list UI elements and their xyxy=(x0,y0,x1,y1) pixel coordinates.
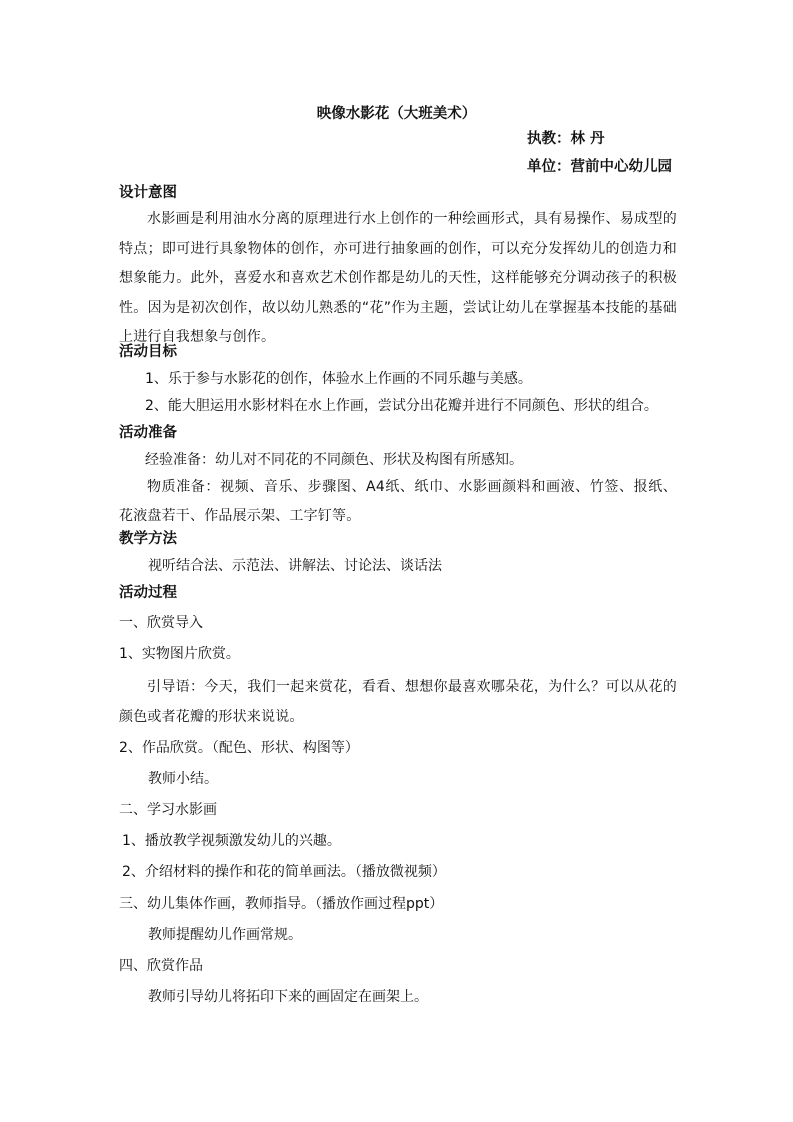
process-step: 一、欣赏导入 xyxy=(119,615,203,631)
teacher-line: 执教：林 丹 xyxy=(527,131,605,147)
prep-experience: 经验准备：幼儿对不同花的不同颜色、形状及构图有所感知。 xyxy=(145,452,523,468)
methods-text: 视听结合法、示范法、讲解法、讨论法、谈话法 xyxy=(148,558,442,574)
process-step: 三、幼儿集体作画，教师指导。（播放作画过程ppt） xyxy=(119,896,444,912)
design-paragraph: 水影画是利用油水分离的原理进行水上创作的一种绘画形式，具有易操作、易成型的特点；即可进行具象物体的创作，亦可进行抽象画的创作，可以充分发挥幼儿的创造力和想象能力。此外，喜爱水和喜欢艺术创作都是幼儿的天性，这样能够充分调动孩子的积极性。因为是初次创作，故以幼儿熟悉的“花”作为主题，尝试让幼儿在掌握基本技能的基础上进行自我想象与创作。 xyxy=(119,211,677,345)
prep-materials: 物质准备：视频、音乐、步骤图、A4纸、纸巾、水影画颜料和画液、竹签、报纸、花液盘若干、作品展示架、工字钉等。 xyxy=(119,479,677,524)
process-note: 教师引导幼儿将拓印下来的画固定在画架上。 xyxy=(148,989,428,1005)
process-step: 2、作品欣赏。（配色、形状、构图等） xyxy=(119,740,359,756)
process-step: 四、欣赏作品 xyxy=(119,958,203,974)
process-step: 1、实物图片欣赏。 xyxy=(119,646,240,662)
unit-line: 单位：营前中心幼儿园 xyxy=(527,159,672,175)
guide-paragraph: 引导语：今天，我们一起来赏花，看看、想想你最喜欢哪朵花，为什么？可以从花的颜色或者花瓣的形状来说说。 xyxy=(119,679,677,725)
process-note: 教师提醒幼儿作画常规。 xyxy=(148,927,302,943)
methods-heading: 教学方法 xyxy=(119,531,177,547)
document-title: 映像水影花（大班美术） xyxy=(316,106,477,122)
process-step: 2、介绍材料的操作和花的简单画法。（播放微视频） xyxy=(122,864,446,880)
prep-heading: 活动准备 xyxy=(119,425,177,441)
process-step: 二、学习水影画 xyxy=(119,802,217,818)
goals-heading: 活动目标 xyxy=(119,344,177,360)
process-step: 1、播放教学视频激发幼儿的兴趣。 xyxy=(122,833,341,849)
goal-item: 1、乐于参与水影花的创作，体验水上作画的不同乐趣与美感。 xyxy=(145,371,532,387)
process-heading: 活动过程 xyxy=(119,585,177,601)
process-note: 教师小结。 xyxy=(148,771,218,787)
goal-item: 2、能大胆运用水影材料在水上作画，尝试分出花瓣并进行不同颜色、形状的组合。 xyxy=(145,398,658,414)
design-heading: 设计意图 xyxy=(119,185,177,201)
